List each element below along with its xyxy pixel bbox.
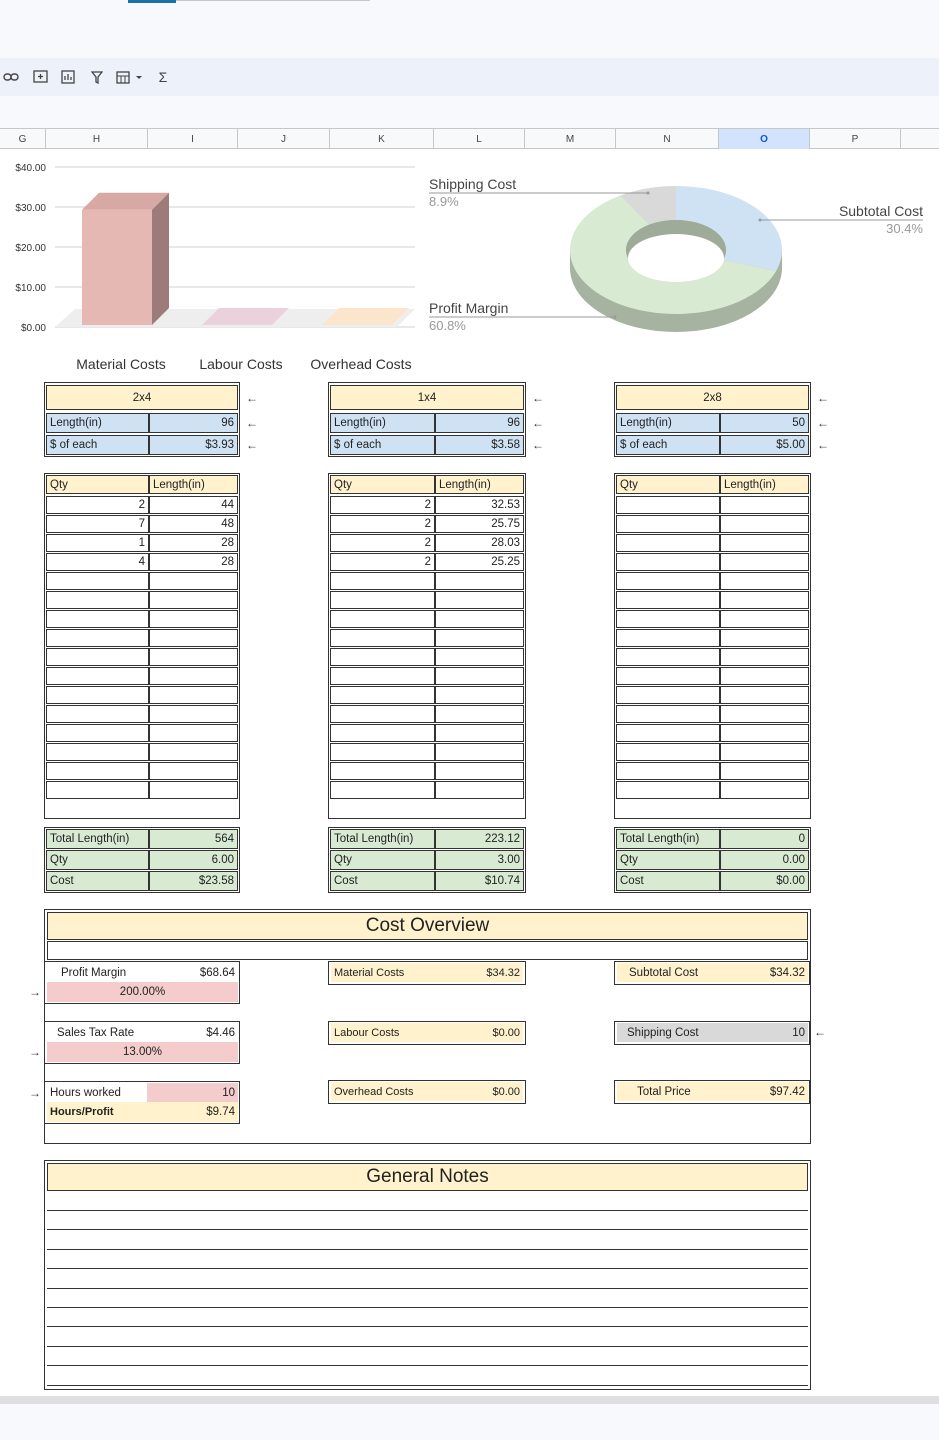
cut-length-cell[interactable] bbox=[149, 591, 238, 609]
board-each-value[interactable]: $3.93 bbox=[149, 435, 238, 455]
bar-side bbox=[152, 193, 169, 325]
cut-qty-cell[interactable] bbox=[330, 762, 435, 780]
col-header-p[interactable]: P bbox=[810, 129, 901, 149]
cut-qty-cell[interactable] bbox=[616, 610, 720, 628]
cut-qty-cell[interactable] bbox=[616, 667, 720, 685]
cut-length-cell[interactable] bbox=[720, 496, 809, 514]
general-notes-row[interactable] bbox=[47, 1367, 808, 1386]
cut-qty-cell[interactable] bbox=[330, 686, 435, 704]
board-length-value[interactable]: 96 bbox=[149, 413, 238, 433]
profit-margin-pct[interactable]: 200.00% bbox=[47, 982, 238, 1002]
cut-qty-cell[interactable] bbox=[616, 553, 720, 571]
input-arrow: ← bbox=[532, 438, 544, 452]
cut-length-cell[interactable] bbox=[149, 686, 238, 704]
board-length-label: Length(in) bbox=[330, 413, 435, 433]
bar-y-tick-label: $0.00 bbox=[20, 323, 46, 334]
cut-length-cell[interactable] bbox=[435, 610, 524, 628]
sheet-tabs-bar bbox=[0, 1404, 939, 1440]
board-each-label: $ of each bbox=[616, 435, 720, 455]
cut-qty-cell[interactable] bbox=[46, 743, 149, 761]
cut-length-cell[interactable] bbox=[720, 572, 809, 590]
cut-qty-cell[interactable] bbox=[616, 534, 720, 552]
cut-qty-cell[interactable]: 2 bbox=[330, 496, 435, 514]
board-length-value[interactable]: 50 bbox=[720, 413, 809, 433]
cut-length-cell[interactable] bbox=[149, 743, 238, 761]
cut-qty-cell[interactable] bbox=[46, 572, 149, 590]
cut-length-cell[interactable]: 28.03 bbox=[435, 534, 524, 552]
general-notes-row[interactable] bbox=[47, 1289, 808, 1308]
board-length-label: Length(in) bbox=[46, 413, 149, 433]
cut-qty-cell[interactable] bbox=[616, 724, 720, 742]
bar-y-tick-label: $40.00 bbox=[15, 163, 46, 174]
cut-header-qty: Qty bbox=[616, 475, 720, 494]
toolbar bbox=[0, 58, 939, 96]
cut-qty-cell[interactable] bbox=[330, 610, 435, 628]
total-price-value[interactable]: $97.42 bbox=[721, 1082, 808, 1101]
board-each-value[interactable]: $3.58 bbox=[435, 435, 524, 455]
board-name-cell[interactable]: 2x4 bbox=[46, 385, 238, 410]
cut-qty-cell[interactable] bbox=[46, 591, 149, 609]
cut-length-cell[interactable] bbox=[720, 705, 809, 723]
cut-length-cell[interactable]: 32.53 bbox=[435, 496, 524, 514]
input-arrow: ← bbox=[817, 438, 829, 452]
cut-qty-cell[interactable] bbox=[616, 496, 720, 514]
total-length-label: Total Length(in) bbox=[330, 829, 435, 849]
input-arrow-hours: → bbox=[29, 1086, 41, 1100]
cut-qty-cell[interactable]: 7 bbox=[46, 515, 149, 533]
total-cost-value[interactable]: $10.74 bbox=[435, 871, 524, 891]
profit-margin-value[interactable]: $68.64 bbox=[147, 963, 238, 982]
sales-tax-label: Sales Tax Rate bbox=[47, 1023, 147, 1042]
cut-length-cell[interactable] bbox=[720, 762, 809, 780]
cut-qty-cell[interactable] bbox=[616, 705, 720, 723]
input-arrow-tax: → bbox=[29, 1045, 41, 1059]
material-costs-value[interactable]: $34.32 bbox=[451, 963, 523, 982]
board-length-value[interactable]: 96 bbox=[435, 413, 524, 433]
general-notes-row[interactable] bbox=[47, 1250, 808, 1269]
cut-qty-cell[interactable] bbox=[46, 648, 149, 666]
cut-qty-cell[interactable] bbox=[330, 667, 435, 685]
donut-hole bbox=[628, 234, 724, 282]
formula-bar-area bbox=[0, 96, 939, 128]
cut-length-cell[interactable] bbox=[720, 686, 809, 704]
cut-length-cell[interactable] bbox=[435, 667, 524, 685]
cost-overview-title: Cost Overview bbox=[47, 912, 808, 940]
bar-y-tick-label: $30.00 bbox=[15, 203, 46, 214]
cut-qty-cell[interactable] bbox=[616, 572, 720, 590]
cut-length-cell[interactable] bbox=[435, 648, 524, 666]
cut-qty-cell[interactable] bbox=[616, 629, 720, 647]
cut-header-qty: Qty bbox=[330, 475, 435, 494]
col-header-o[interactable]: O bbox=[719, 129, 810, 149]
cut-qty-cell[interactable]: 4 bbox=[46, 553, 149, 571]
input-arrow: ← bbox=[532, 391, 544, 405]
cut-header-length: Length(in) bbox=[435, 475, 524, 494]
active-tab-indicator bbox=[128, 0, 176, 3]
cost-bar-chart[interactable] bbox=[0, 150, 420, 380]
material-costs-label: Material Costs bbox=[331, 963, 451, 982]
board-each-label: $ of each bbox=[330, 435, 435, 455]
labour-costs-value[interactable]: $0.00 bbox=[451, 1023, 523, 1042]
shipping-cost-label: Shipping Cost bbox=[617, 1023, 721, 1042]
donut-leader-dot bbox=[759, 219, 762, 222]
cut-length-cell[interactable] bbox=[435, 705, 524, 723]
col-header-h[interactable]: H bbox=[46, 129, 148, 149]
cut-header-qty: Qty bbox=[46, 475, 149, 494]
cut-qty-cell[interactable] bbox=[616, 515, 720, 533]
top-bar-area bbox=[0, 0, 939, 58]
overhead-costs-value[interactable]: $0.00 bbox=[451, 1082, 523, 1101]
hours-worked-label: Hours worked bbox=[47, 1083, 147, 1102]
cut-qty-cell[interactable]: 2 bbox=[330, 534, 435, 552]
cut-length-cell[interactable] bbox=[720, 610, 809, 628]
input-arrow-shipping: ← bbox=[814, 1025, 826, 1039]
bar-category-label: Overhead Costs bbox=[310, 356, 412, 372]
cut-length-cell[interactable] bbox=[435, 781, 524, 799]
board-name-cell[interactable]: 2x8 bbox=[616, 385, 809, 410]
general-notes-row[interactable] bbox=[47, 1211, 808, 1230]
cut-qty-cell[interactable] bbox=[330, 743, 435, 761]
cut-length-cell[interactable] bbox=[720, 781, 809, 799]
cut-qty-cell[interactable] bbox=[46, 686, 149, 704]
cut-length-cell[interactable] bbox=[720, 591, 809, 609]
cut-length-cell[interactable] bbox=[149, 610, 238, 628]
horizontal-scrollbar[interactable] bbox=[0, 1396, 939, 1404]
cut-length-cell[interactable] bbox=[720, 629, 809, 647]
overview-spacer-row[interactable] bbox=[47, 941, 808, 960]
col-header-l[interactable]: L bbox=[434, 129, 525, 149]
col-header-m[interactable]: M bbox=[525, 129, 616, 149]
col-header-k[interactable]: K bbox=[330, 129, 434, 149]
input-arrow: ← bbox=[817, 391, 829, 405]
general-notes-row[interactable] bbox=[47, 1328, 808, 1347]
bar-category-label: Labour Costs bbox=[199, 356, 283, 372]
functions-icon[interactable]: Σ bbox=[158, 69, 168, 85]
cut-qty-cell[interactable] bbox=[616, 781, 720, 799]
cut-length-cell[interactable]: 25.25 bbox=[435, 553, 524, 571]
cut-qty-cell[interactable] bbox=[46, 762, 149, 780]
general-notes-row[interactable] bbox=[47, 1231, 808, 1250]
cut-length-cell[interactable] bbox=[149, 724, 238, 742]
cut-length-cell[interactable] bbox=[720, 515, 809, 533]
cut-length-cell[interactable] bbox=[720, 667, 809, 685]
cut-qty-cell[interactable] bbox=[330, 629, 435, 647]
donut-leader-dot bbox=[647, 192, 650, 195]
column-header-row bbox=[0, 128, 939, 149]
total-length-value[interactable]: 223.12 bbox=[435, 829, 524, 849]
cut-length-cell[interactable] bbox=[149, 781, 238, 799]
total-length-label: Total Length(in) bbox=[616, 829, 720, 849]
col-header-i[interactable]: I bbox=[148, 129, 238, 149]
donut-label-shipping-pct: 8.9% bbox=[429, 194, 459, 209]
total-cost-label: Cost bbox=[330, 871, 435, 891]
total-qty-value[interactable]: 6.00 bbox=[149, 850, 238, 870]
cut-length-cell[interactable] bbox=[720, 648, 809, 666]
bar-y-tick-label: $10.00 bbox=[15, 283, 46, 294]
input-arrow: ← bbox=[246, 416, 258, 430]
sales-tax-value[interactable]: $4.46 bbox=[147, 1023, 238, 1042]
cut-qty-cell[interactable] bbox=[46, 667, 149, 685]
total-cost-label: Cost bbox=[616, 871, 720, 891]
board-name-cell[interactable]: 1x4 bbox=[330, 385, 524, 410]
labour-costs-label: Labour Costs bbox=[331, 1023, 451, 1042]
general-notes-row[interactable] bbox=[47, 1270, 808, 1289]
cut-header-length: Length(in) bbox=[149, 475, 238, 494]
cut-length-cell[interactable] bbox=[720, 553, 809, 571]
col-header-j[interactable]: J bbox=[238, 129, 330, 149]
tab-divider bbox=[176, 0, 370, 1]
cut-length-cell[interactable] bbox=[435, 591, 524, 609]
cut-length-cell[interactable]: 28 bbox=[149, 553, 238, 571]
cut-length-cell[interactable] bbox=[149, 629, 238, 647]
cut-qty-cell[interactable] bbox=[46, 629, 149, 647]
cut-qty-cell[interactable] bbox=[46, 724, 149, 742]
cut-length-cell[interactable] bbox=[435, 686, 524, 704]
cut-qty-cell[interactable] bbox=[46, 610, 149, 628]
total-length-value[interactable]: 564 bbox=[149, 829, 238, 849]
donut-leader-dot bbox=[614, 316, 617, 319]
cut-qty-cell[interactable]: 2 bbox=[46, 496, 149, 514]
total-qty-label: Qty bbox=[46, 850, 149, 870]
cut-length-cell[interactable] bbox=[149, 667, 238, 685]
board-each-value[interactable]: $5.00 bbox=[720, 435, 809, 455]
bar-y-tick-label: $20.00 bbox=[15, 243, 46, 254]
cut-header-length: Length(in) bbox=[720, 475, 809, 494]
board-each-label: $ of each bbox=[46, 435, 149, 455]
filter-icon[interactable] bbox=[88, 68, 106, 86]
cost-donut-chart[interactable] bbox=[420, 160, 930, 360]
donut-label-shipping: Shipping Cost bbox=[429, 176, 517, 192]
cut-qty-cell[interactable] bbox=[46, 781, 149, 799]
subtotal-cost-value[interactable]: $34.32 bbox=[721, 963, 808, 982]
profit-margin-label: Profit Margin bbox=[47, 963, 147, 982]
cut-qty-cell[interactable] bbox=[616, 686, 720, 704]
bar-front[interactable] bbox=[82, 210, 152, 325]
shipping-cost-value[interactable]: 10 bbox=[721, 1023, 808, 1042]
total-length-value[interactable]: 0 bbox=[720, 829, 809, 849]
cut-length-cell[interactable] bbox=[435, 629, 524, 647]
hours-profit-label: Hours/Profit bbox=[47, 1102, 147, 1122]
col-header-g[interactable]: G bbox=[0, 129, 46, 149]
cut-length-cell[interactable] bbox=[720, 534, 809, 552]
cut-length-cell[interactable] bbox=[435, 572, 524, 590]
overhead-costs-label: Overhead Costs bbox=[331, 1082, 451, 1101]
cut-qty-cell[interactable] bbox=[616, 762, 720, 780]
donut-label-profit-pct: 60.8% bbox=[429, 318, 466, 333]
cut-qty-cell[interactable] bbox=[616, 591, 720, 609]
total-qty-value[interactable]: 0.00 bbox=[720, 850, 809, 870]
cut-qty-cell[interactable] bbox=[616, 743, 720, 761]
hours-profit-value[interactable]: $9.74 bbox=[147, 1102, 238, 1122]
filter-views-icon[interactable] bbox=[114, 68, 146, 86]
cut-length-cell[interactable] bbox=[435, 724, 524, 742]
total-qty-label: Qty bbox=[616, 850, 720, 870]
cut-length-cell[interactable]: 28 bbox=[149, 534, 238, 552]
input-arrow-profit: → bbox=[29, 985, 41, 999]
sales-tax-pct[interactable]: 13.00% bbox=[47, 1042, 238, 1062]
subtotal-cost-label: Subtotal Cost bbox=[617, 963, 721, 982]
cut-length-cell[interactable] bbox=[149, 705, 238, 723]
donut-label-subtotal-pct: 30.4% bbox=[886, 221, 923, 236]
cut-qty-cell[interactable] bbox=[330, 705, 435, 723]
cut-length-cell[interactable]: 44 bbox=[149, 496, 238, 514]
col-header-n[interactable]: N bbox=[616, 129, 719, 149]
cut-length-cell[interactable] bbox=[720, 724, 809, 742]
cut-qty-cell[interactable] bbox=[330, 781, 435, 799]
bar-category-label: Material Costs bbox=[76, 356, 166, 372]
link-icon[interactable] bbox=[2, 68, 20, 86]
insert-chart-icon[interactable] bbox=[59, 68, 77, 86]
donut-label-subtotal: Subtotal Cost bbox=[838, 203, 923, 219]
cut-qty-cell[interactable]: 1 bbox=[46, 534, 149, 552]
cut-qty-cell[interactable] bbox=[330, 572, 435, 590]
donut-label-profit: Profit Margin bbox=[429, 300, 509, 316]
cut-qty-cell[interactable] bbox=[330, 591, 435, 609]
cut-qty-cell[interactable]: 2 bbox=[330, 515, 435, 533]
total-length-label: Total Length(in) bbox=[46, 829, 149, 849]
cut-length-cell[interactable]: 48 bbox=[149, 515, 238, 533]
input-arrow: ← bbox=[246, 438, 258, 452]
cut-qty-cell[interactable] bbox=[330, 724, 435, 742]
cut-length-cell[interactable] bbox=[149, 572, 238, 590]
cut-qty-cell[interactable] bbox=[46, 705, 149, 723]
cut-length-cell[interactable] bbox=[435, 762, 524, 780]
general-notes-row[interactable] bbox=[47, 1192, 808, 1211]
insert-comment-icon[interactable] bbox=[31, 68, 49, 86]
input-arrow: ← bbox=[246, 391, 258, 405]
total-cost-value[interactable]: $23.58 bbox=[149, 871, 238, 891]
general-notes-title: General Notes bbox=[47, 1163, 808, 1191]
input-arrow: ← bbox=[532, 416, 544, 430]
board-length-label: Length(in) bbox=[616, 413, 720, 433]
total-price-label: Total Price bbox=[617, 1082, 721, 1101]
total-cost-label: Cost bbox=[46, 871, 149, 891]
input-arrow: ← bbox=[817, 416, 829, 430]
cut-qty-cell[interactable] bbox=[616, 648, 720, 666]
general-notes-row[interactable] bbox=[47, 1308, 808, 1327]
total-qty-label: Qty bbox=[330, 850, 435, 870]
hours-worked-value[interactable]: 10 bbox=[147, 1083, 238, 1102]
total-qty-value[interactable]: 3.00 bbox=[435, 850, 524, 870]
cut-qty-cell[interactable] bbox=[330, 648, 435, 666]
total-cost-value[interactable]: $0.00 bbox=[720, 871, 809, 891]
cut-length-cell[interactable] bbox=[149, 648, 238, 666]
cut-length-cell[interactable] bbox=[149, 762, 238, 780]
cut-length-cell[interactable] bbox=[435, 743, 524, 761]
cut-qty-cell[interactable]: 2 bbox=[330, 553, 435, 571]
cut-length-cell[interactable]: 25.75 bbox=[435, 515, 524, 533]
general-notes-row[interactable] bbox=[47, 1347, 808, 1366]
cut-length-cell[interactable] bbox=[720, 743, 809, 761]
